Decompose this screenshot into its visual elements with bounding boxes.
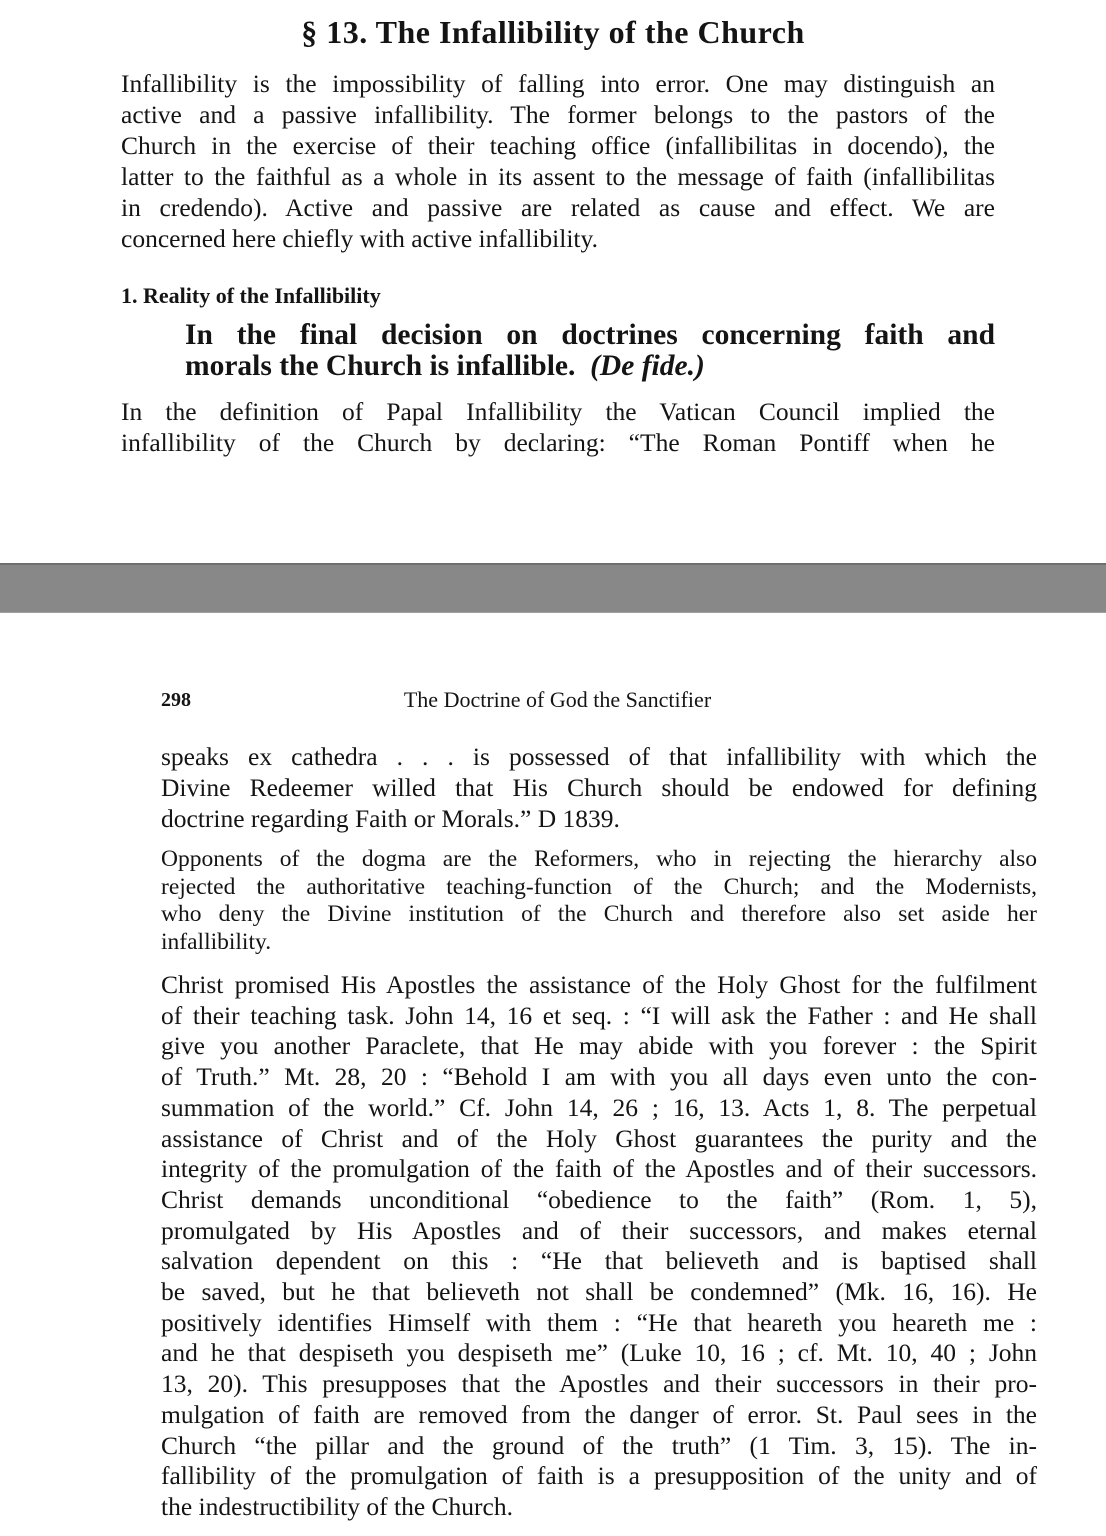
thesis-note: (De fide.) (590, 350, 705, 382)
thesis-line-text: morals the Church is infallible. (185, 350, 576, 382)
text-line: the indestructibility of the Church. (161, 1491, 513, 1521)
page-separator (0, 563, 1106, 613)
text-line: Opponents of the dogma are the Reformers, who in rejecting the hierarchy also (161, 846, 1037, 872)
section-title: § 13. The Infallibility of the Church (301, 14, 805, 50)
definition-paragraph (121, 396, 995, 458)
intro-paragraph (121, 68, 995, 254)
text-line: concerned here chiefly with active infallibility. (121, 224, 598, 253)
text-line: salvation dependent on this : “He that believeth and is baptised shall (161, 1246, 1037, 1276)
text-line: Church “the pillar and the ground of the truth” (1 Tim. 3, 15). The in- (161, 1430, 1037, 1460)
text-line: integrity of the promulgation of the faith of the Apostles and of their successors. (161, 1154, 1037, 1184)
text-line: who deny the Divine institution of the Church and therefore also set aside her (161, 901, 1037, 927)
text-line: in credendo). Active and passive are related as cause and effect. We are (121, 193, 995, 222)
thesis-line-last (185, 351, 995, 382)
text-line: latter to the faithful as a whole in its assent to the message of faith (infallibilitas (121, 162, 995, 191)
text-line: In the definition of Papal Infallibility the Vatican Council implied the (121, 397, 995, 426)
text-line: infallibility. (161, 928, 272, 955)
text-line: speaks ex cathedra . . . is possessed of that infallibility with which the (161, 742, 1037, 771)
text-line: Church in the exercise of their teaching office (infallibilitas in docendo), the (121, 131, 995, 160)
thesis-line: In the final decision on doctrines concerning faith and (185, 319, 995, 351)
subheading: 1. Reality of the Infallibility (121, 283, 381, 308)
text-line: positively identifies Himself with them : “He that heareth you heareth me : (161, 1307, 1037, 1337)
text-line: Infallibility is the impossibility of falling into error. One may distinguish an (121, 69, 995, 98)
lower-page (0, 613, 1106, 1536)
text-line: be saved, but he that believeth not shall be condemned” (Mk. 16, 16). He (161, 1277, 1037, 1307)
text-line: infallibility of the Church by declaring: “The Roman Pontiff when he (121, 428, 995, 457)
paragraph-quote-continuation (161, 741, 1037, 834)
text-line: mulgation of faith are removed from the danger of error. St. Paul sees in the (161, 1399, 1037, 1429)
running-title: The Doctrine of God the Sanctifier (403, 687, 712, 712)
upper-page (0, 0, 1106, 563)
text-line: summation of the world.” Cf. John 14, 26 ; 16, 13. Acts 1, 8. The perpetual (161, 1092, 1037, 1122)
text-line: promulgated by His Apostles and of their successors, and makes eternal (161, 1215, 1037, 1245)
text-line: of their teaching task. John 14, 16 et seq. : “I will ask the Father : and He shall (161, 1000, 1037, 1030)
thesis-statement (185, 320, 995, 382)
paragraph-proof (161, 970, 1037, 1523)
text-line: 13, 20). This presupposes that the Apostles and their successors in their pro- (161, 1369, 1037, 1399)
text-line: Divine Redeemer willed that His Church should be endowed for defining (161, 773, 1037, 802)
page-number: 298 (161, 689, 191, 711)
text-line: doctrine regarding Faith or Morals.” D 1839. (161, 804, 620, 833)
text-line: rejected the authoritative teaching-function of the Church; and the Modernists, (161, 873, 1037, 900)
paragraph-opponents (161, 846, 1037, 956)
text-line: give you another Paraclete, that He may abide with you forever : the Spirit (161, 1031, 1037, 1061)
text-line: fallibility of the promulgation of faith is a presupposition of the unity and of (161, 1461, 1037, 1491)
text-line: active and a passive infallibility. The former belongs to the pastors of the (121, 100, 995, 129)
text-line: and he that despiseth you despiseth me” (Luke 10, 16 ; cf. Mt. 10, 40 ; John (161, 1338, 1037, 1368)
text-line: Christ demands unconditional “obedience to the faith” (Rom. 1, 5), (161, 1184, 1037, 1214)
running-header (161, 687, 1037, 717)
text-line: assistance of Christ and of the Holy Ghost guarantees the purity and the (161, 1123, 1037, 1153)
text-line: Christ promised His Apostles the assistance of the Holy Ghost for the fulfilment (161, 970, 1037, 999)
text-line: of Truth.” Mt. 28, 20 : “Behold I am with you all days even unto the con- (161, 1062, 1037, 1092)
